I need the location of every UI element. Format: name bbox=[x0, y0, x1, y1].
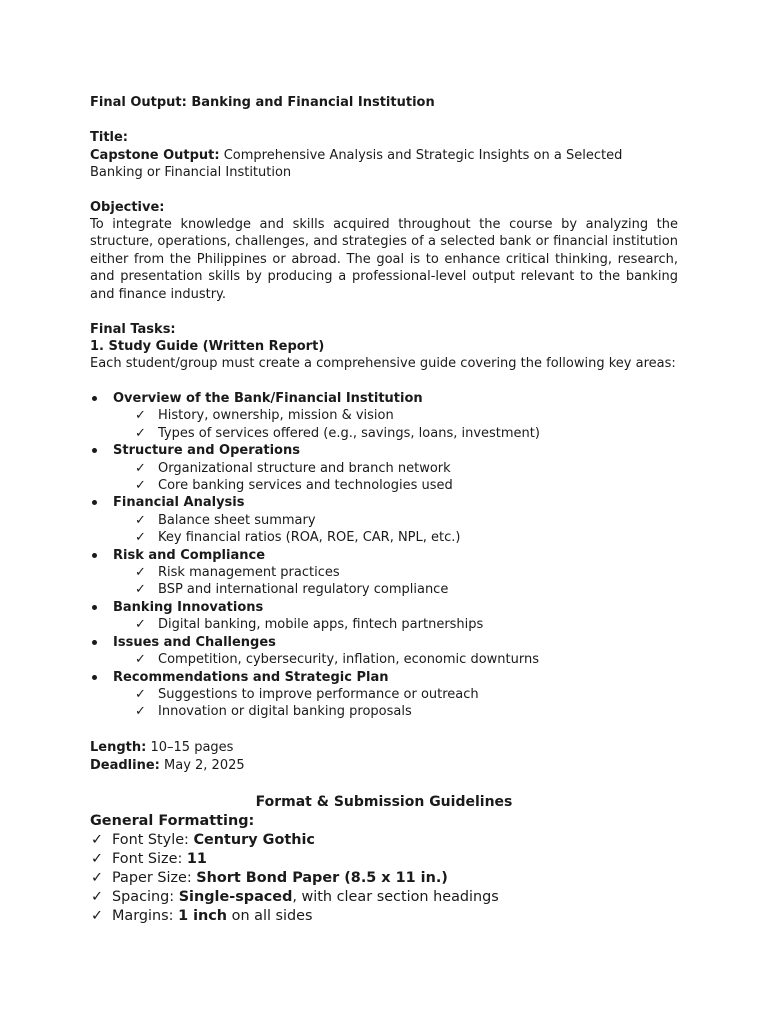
checkmark-icon: ✓ bbox=[135, 425, 146, 441]
area-item: ✓ Organizational structure and branch network bbox=[135, 460, 451, 476]
area-item: ✓ Core banking services and technologies used bbox=[135, 478, 453, 494]
checkmark-icon: ✓ bbox=[135, 478, 146, 494]
objective-text: To integrate knowledge and skills acquired throughout the course by analyzing the structure, operations, challenges, and strategies of a selected bank or financial institution either from the Philippines or abroad. The goal is to enhance critical thinking, research, and presentation skills by producing a professional-level output relevant to the banking and finance industry. bbox=[90, 217, 678, 302]
checkmark-icon: ✓ bbox=[135, 530, 146, 546]
checkmark-icon: ✓ bbox=[91, 889, 104, 905]
checkmark-icon: ✓ bbox=[135, 460, 146, 476]
formatting-item: ✓ Spacing: Single-spaced, with clear section headings bbox=[91, 889, 499, 905]
length-label: Length: bbox=[90, 740, 147, 755]
general-formatting-label: General Formatting: bbox=[90, 813, 255, 829]
format-heading: Format & Submission Guidelines bbox=[255, 794, 513, 810]
checkmark-icon: ✓ bbox=[135, 565, 146, 581]
deadline-label: Deadline: bbox=[90, 758, 160, 773]
area-overview bbox=[90, 390, 690, 442]
area-issues-challenges bbox=[90, 634, 690, 669]
area-title: Recommendations and Strategic Plan bbox=[113, 669, 389, 685]
formatting-list bbox=[90, 831, 690, 926]
area-item: ✓ Competition, cybersecurity, inflation, economic downturns bbox=[135, 652, 539, 668]
capstone-label: Capstone Output: bbox=[90, 148, 220, 163]
area-item: ✓ Balance sheet summary bbox=[135, 512, 316, 528]
length-line bbox=[90, 739, 678, 756]
length-value: 10–15 pages bbox=[150, 740, 234, 755]
area-title: Banking Innovations bbox=[113, 599, 264, 615]
capstone-text: Comprehensive Analysis and Strategic Insights on a Selected Banking or Financial Institution bbox=[90, 148, 623, 181]
area-item: ✓ Innovation or digital banking proposals bbox=[135, 704, 412, 720]
area-title: Structure and Operations bbox=[113, 443, 300, 459]
area-item: ✓ Types of services offered (e.g., savings, loans, investment) bbox=[135, 425, 540, 441]
area-title: Financial Analysis bbox=[113, 495, 245, 511]
study-guide-label: 1. Study Guide (Written Report) bbox=[90, 339, 325, 354]
checkmark-icon: ✓ bbox=[91, 832, 104, 848]
formatting-item: ✓ Paper Size: Short Bond Paper (8.5 x 11 in.) bbox=[91, 870, 448, 886]
area-item: ✓ Suggestions to improve performance or outreach bbox=[135, 686, 479, 702]
study-guide-intro: Each student/group must create a comprehensive guide covering the following key areas: bbox=[90, 356, 676, 371]
checkmark-icon: ✓ bbox=[135, 704, 146, 720]
document-heading: Final Output: Banking and Financial Institution bbox=[90, 95, 435, 110]
area-item: ✓ Risk management practices bbox=[135, 565, 340, 581]
area-title: Overview of the Bank/Financial Institution bbox=[113, 391, 423, 406]
area-item: ✓ BSP and international regulatory compliance bbox=[135, 582, 449, 598]
area-risk-compliance bbox=[90, 547, 690, 599]
general-formatting-section bbox=[90, 812, 690, 926]
checkmark-icon: ✓ bbox=[91, 870, 104, 886]
checkmark-icon: ✓ bbox=[91, 851, 104, 867]
deadline-line bbox=[90, 757, 678, 774]
area-title: Risk and Compliance bbox=[113, 547, 266, 563]
area-structure bbox=[90, 442, 690, 494]
area-financial-analysis bbox=[90, 494, 690, 546]
checkmark-icon: ✓ bbox=[135, 582, 146, 598]
area-item: ✓ Digital banking, mobile apps, fintech partnerships bbox=[135, 617, 484, 633]
area-recommendations bbox=[90, 669, 690, 721]
checkmark-icon: ✓ bbox=[135, 617, 146, 633]
checkmark-icon: ✓ bbox=[135, 652, 146, 668]
capstone-paragraph bbox=[90, 147, 678, 182]
deadline-value: May 2, 2025 bbox=[164, 758, 245, 773]
objective-label: Objective: bbox=[90, 200, 165, 215]
checkmark-icon: ✓ bbox=[135, 408, 146, 424]
area-banking-innovations bbox=[90, 599, 690, 634]
checkmark-icon: ✓ bbox=[91, 908, 104, 924]
area-item: ✓ Key financial ratios (ROA, ROE, CAR, NPL, etc.) bbox=[135, 530, 461, 546]
formatting-item: ✓ Margins: 1 inch on all sides bbox=[91, 908, 313, 924]
key-areas-list bbox=[90, 390, 690, 721]
title-label: Title: bbox=[90, 130, 129, 145]
checkmark-icon: ✓ bbox=[135, 686, 146, 702]
area-title: Issues and Challenges bbox=[113, 634, 276, 650]
formatting-item: ✓ Font Style: Century Gothic bbox=[91, 832, 315, 848]
final-tasks-label: Final Tasks: bbox=[90, 322, 176, 337]
area-item: ✓ History, ownership, mission & vision bbox=[135, 408, 394, 424]
formatting-item: ✓ Font Size: 11 bbox=[91, 851, 207, 867]
checkmark-icon: ✓ bbox=[135, 512, 146, 528]
